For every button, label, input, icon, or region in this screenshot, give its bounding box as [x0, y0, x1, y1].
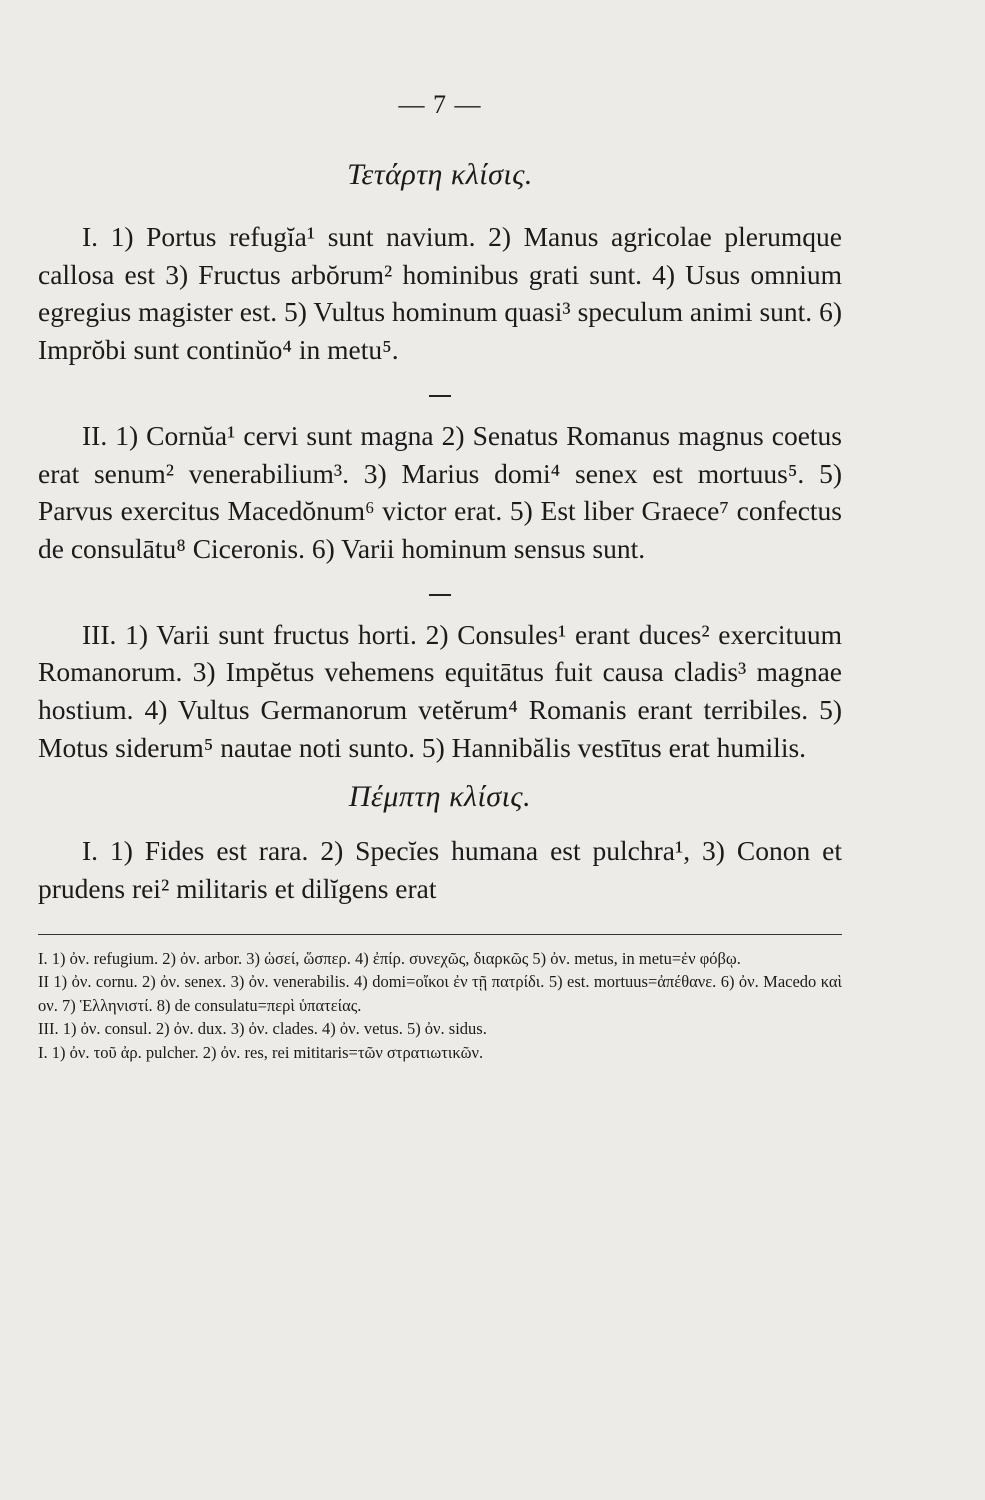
exercise-paragraph-3: III. 1) Varii sunt fructus horti. 2) Consules¹ erant duces² exercituum Romanorum. 3) Impĕtus vehemens equitātus fuit causa cladis³ magnae hostium. 4) Vultus Germanorum vetĕrum⁴ Romanis erant terribiles. 5) Motus siderum⁵ nautae noti sunto. 5) Hannibălis vestītus erat humilis. — [38, 618, 842, 763]
exercise-paragraph-4: I. 1) Fides est rara. 2) Specĭes humana est pulchra¹, 3) Conon et prudens rei² militaris et dilĭgens erat — [38, 835, 842, 905]
footnote-4: I. 1) ὀν. τοῦ ἀρ. pulcher. 2) ὀν. res, rei mititaris=τῶν στρατιωτικῶν. — [38, 1042, 484, 1062]
footnote-1: I. 1) ὀν. refugium. 2) ὀν. arbor. 3) ὡσεί, ὥσπερ. 4) ἐπίρ. συνεχῶς, διαρκῶς 5) ὀν. metus, in metu=ἐν φόβῳ. — [38, 948, 741, 968]
separator-rule — [429, 594, 451, 596]
section-heading-fifth-declension: Πέμπτη κλίσις. — [348, 780, 532, 814]
footnote-divider — [38, 934, 842, 935]
page-number: — 7 — — [398, 90, 482, 119]
exercise-paragraph-1: I. 1) Portus refugĭa¹ sunt navium. 2) Manus agricolae plerumque callosa est 3) Fructus arbŏrum² hominibus grati sunt. 4) Usus omnium egregius magister est. 5) Vultus hominum quasi³ speculum animi sunt. 6) Imprŏbi sunt continŭo⁴ in metu⁵. — [38, 221, 842, 366]
page — [38, 90, 842, 1064]
footnote-3: III. 1) ὀν. consul. 2) ὀν. dux. 3) ὀν. clades. 4) ὀν. vetus. 5) ὀν. sidus. — [38, 1019, 487, 1039]
exercise-paragraph-2: II. 1) Cornŭa¹ cervi sunt magna 2) Senatus Romanus magnus coetus erat senum² venerabilium³. 3) Marius domi⁴ senex est mortuus⁵. 5) Parvus exercitus Macedŏnum⁶ victor erat. 5) Est liber Graece⁷ confectus de consulātu⁸ Ciceronis. 6) Varii hominum sensus sunt. — [38, 419, 842, 564]
separator-rule — [429, 395, 451, 397]
footnote-2: II 1) ὀν. cornu. 2) ὀν. senex. 3) ὀν. venerabilis. 4) domi=οἴκοι ἐν τῇ πατρίδι. 5) est. mortuus=ἀπέθανε. 6) ὀν. Macedo καὶ ον. 7) Ἑλληνιστί. 8) de consulatu=περὶ ὑπατείας. — [38, 972, 842, 1015]
section-heading-fourth-declension: Τετάρτη κλίσις. — [347, 158, 533, 191]
